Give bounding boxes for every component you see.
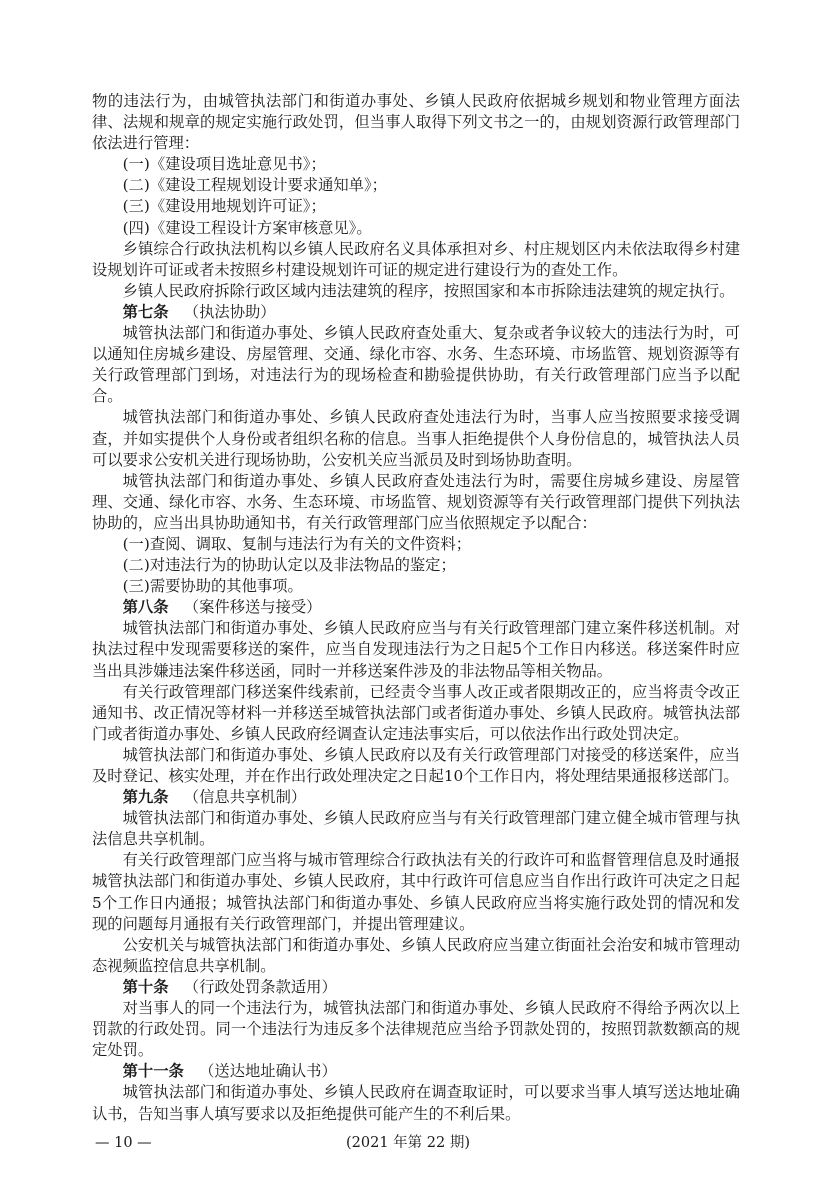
article-number: 第十一条	[122, 1062, 184, 1081]
article-heading	[92, 302, 740, 323]
paragraph: (三)《建设用地规划许可证》；	[122, 197, 326, 216]
paragraph: 城管执法部门和街道办事处、乡镇人民政府以及有关行政管理部门对接受的移送案件，应当及时登记、核实处理，并在作出行政处理决定之日起10个工作日内，将处理结果通报移送部门。	[92, 745, 740, 785]
article-title: （案件移送与接受）	[183, 598, 322, 617]
paragraph: 城管执法部门和街道办事处、乡镇人民政府查处违法行为时，当事人应当按照要求接受调查，并如实提供个人身份或者组织名称的信息。当事人拒绝提供个人身份信息的，城管执法人员可以要求公安机关进行现场协助，公安机关应当派员及时到场协助查明。	[92, 408, 740, 469]
article-title: （信息共享机制）	[183, 788, 307, 807]
paragraph: 有关行政管理部门移送案件线索前，已经责令当事人改正或者限期改正的，应当将责令改正通知书、改正情况等材料一并移送至城管执法部门或者街道办事处、乡镇人民政府。城管执法部门或者街道办事处、乡镇人民政府经调查认定违法事实后，可以依法作出行政处罚决定。	[92, 682, 740, 743]
paragraph: 有关行政管理部门应当将与城市管理综合行政执法有关的行政许可和监督管理信息及时通报城管执法部门和街道办事处、乡镇人民政府，其中行政许可信息应当自作出行政许可决定之日起5个工作日内通报；城管执法部门和街道办事处、乡镇人民政府应当将实施行政处罚的情况和发现的问题每月通报有关行政管理部门，并提出管理建议。	[92, 851, 740, 933]
article-heading	[92, 977, 740, 998]
paragraph: 乡镇综合行政执法机构以乡镇人民政府名义具体承担对乡、村庄规划区内未依法取得乡村建设规划许可证或者未按照乡村建设规划许可证的规定进行建设行为的查处工作。	[92, 239, 740, 279]
article-title: （送达地址确认书）	[199, 1062, 337, 1081]
paragraph: (一)《建设项目选址意见书》；	[122, 155, 326, 174]
article-number: 第八条	[122, 598, 169, 617]
article-heading	[92, 597, 740, 618]
paragraph: 城管执法部门和街道办事处、乡镇人民政府查处重大、复杂或者争议较大的违法行为时，可以通知住房城乡建设、房屋管理、交通、绿化市容、水务、生态环境、市场监管、规划资源等有关行政管理部门到场，对违法行为的现场检查和勘验提供协助，有关行政管理部门应当予以配合。	[92, 324, 740, 406]
paragraph: 城管执法部门和街道办事处、乡镇人民政府应当与有关行政管理部门建立健全城市管理与执法信息共享机制。	[92, 809, 740, 849]
article-title: （行政处罚条款适用）	[183, 977, 337, 996]
paragraph: 城管执法部门和街道办事处、乡镇人民政府查处违法行为时，需要住房城乡建设、房屋管理、交通、绿化市容、水务、生态环境、市场监管、规划资源等有关行政管理部门提供下列执法协助的，应当出具协助通知书，有关行政管理部门应当依照规定予以配合：	[92, 471, 740, 532]
paragraph: 对当事人的同一个违法行为，城管执法部门和街道办事处、乡镇人民政府不得给予两次以上罚款的行政处罚。同一个违法行为违反多个法律规范应当给予罚款处罚的，按照罚款数额高的规定处罚。	[92, 999, 740, 1060]
article-number: 第十条	[122, 977, 169, 996]
paragraph: (三)需要协助的其他事项。	[122, 577, 303, 596]
paragraph: 物的违法行为，由城管执法部门和街道办事处、乡镇人民政府依据城乡规划和物业管理方面法律、法规和规章的规定实施行政处罚，但当事人取得下列文书之一的，由规划资源行政管理部门依法进行管理：	[92, 92, 740, 153]
article-number: 第七条	[122, 302, 169, 321]
paragraph: 城管执法部门和街道办事处、乡镇人民政府在调查取证时，可以要求当事人填写送达地址确认书，告知当事人填写要求以及拒绝提供可能产生的不利后果。	[92, 1083, 740, 1123]
paragraph: (二)《建设工程规划设计要求通知单》；	[122, 176, 387, 195]
paragraph: 城管执法部门和街道办事处、乡镇人民政府应当与有关行政管理部门建立案件移送机制。对执法过程中发现需要移送的案件，应当自发现违法行为之日起5个工作日内移送。移送案件时应当出具涉嫌违法案件移送函，同时一并移送案件涉及的非法物品等相关物品。	[92, 619, 740, 680]
article-heading	[92, 1061, 740, 1082]
paragraph: (二)对违法行为的协助认定以及非法物品的鉴定；	[122, 556, 456, 575]
paragraph: (一)查阅、调取、复制与违法行为有关的文件资料；	[122, 534, 472, 553]
article-heading	[92, 787, 740, 808]
document-body	[92, 91, 740, 1125]
paragraph: 公安机关与城管执法部门和街道办事处、乡镇人民政府应当建立街面社会治安和城市管理动态视频监控信息共享机制。	[92, 935, 740, 975]
article-title: （执法协助）	[183, 302, 276, 321]
page-number: — 10 —	[95, 1134, 152, 1151]
paragraph: 乡镇人民政府拆除行政区域内违法建筑的程序，按照国家和本市拆除违法建筑的规定执行。	[122, 281, 735, 300]
page-footer	[92, 1133, 740, 1153]
paragraph: (四)《建设工程设计方案审核意见》。	[122, 218, 372, 237]
article-number: 第九条	[122, 788, 169, 807]
issue-label: (2021 年第 22 期)	[346, 1134, 470, 1151]
